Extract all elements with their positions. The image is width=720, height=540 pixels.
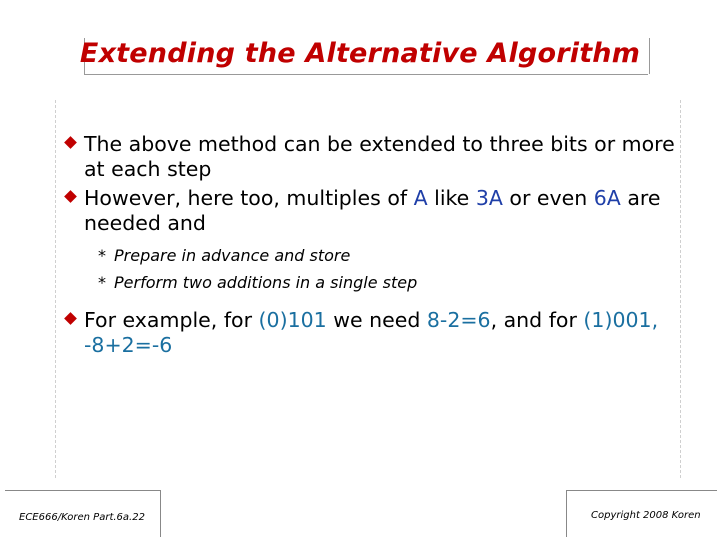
bullet-2-highlight-2: 3A (475, 186, 503, 210)
bullet-3-text-3: , and for (490, 308, 584, 332)
bullet-2-text-1: However, here too, multiples of (84, 186, 414, 210)
sub-bullet-list (62, 242, 682, 296)
bullet-3 (62, 308, 682, 358)
bullet-2-highlight-3: 6A (593, 186, 621, 210)
bullet-2-text-3: or even (502, 186, 594, 210)
bullet-3-highlight-1: (0)101 (258, 308, 327, 332)
bullet-3-text-1: For example, for (84, 308, 259, 332)
footer-course-label: ECE666/Koren Part.6a.22 (19, 512, 145, 523)
bullet-3-text-2: we need (326, 308, 427, 332)
slide-body (62, 132, 682, 362)
title-underline (84, 74, 648, 75)
footer-right (566, 490, 717, 537)
bullet-2-text-4: are needed and (84, 186, 661, 235)
diamond-bullet-icon (64, 190, 77, 203)
left-margin-guide (55, 100, 56, 478)
asterisk-bullet-icon: * (98, 273, 106, 292)
diamond-bullet-icon (64, 312, 77, 325)
bullet-3-highlight-3: (1)001, -8+2=-6 (84, 308, 659, 357)
footer-copyright: Copyright 2008 Koren (591, 510, 701, 521)
sub-bullet-2 (62, 269, 682, 296)
sub-bullet-1 (62, 242, 682, 269)
slide-title: Extending the Alternative Algorithm (79, 38, 641, 69)
sub-bullet-2-text: Perform two additions in a single step (114, 273, 418, 292)
bullet-1-text: The above method can be extended to three bits or more at each step (84, 132, 675, 181)
asterisk-bullet-icon: * (98, 246, 106, 265)
bullet-2-highlight-1: A (413, 186, 428, 210)
sub-bullet-1-text: Prepare in advance and store (114, 246, 351, 265)
bullet-2-text-2: like (427, 186, 476, 210)
footer-left (5, 490, 161, 537)
bullet-1 (62, 132, 682, 182)
bullet-2 (62, 186, 682, 236)
bullet-3-highlight-2: 8-2=6 (426, 308, 491, 332)
diamond-bullet-icon (64, 136, 77, 149)
